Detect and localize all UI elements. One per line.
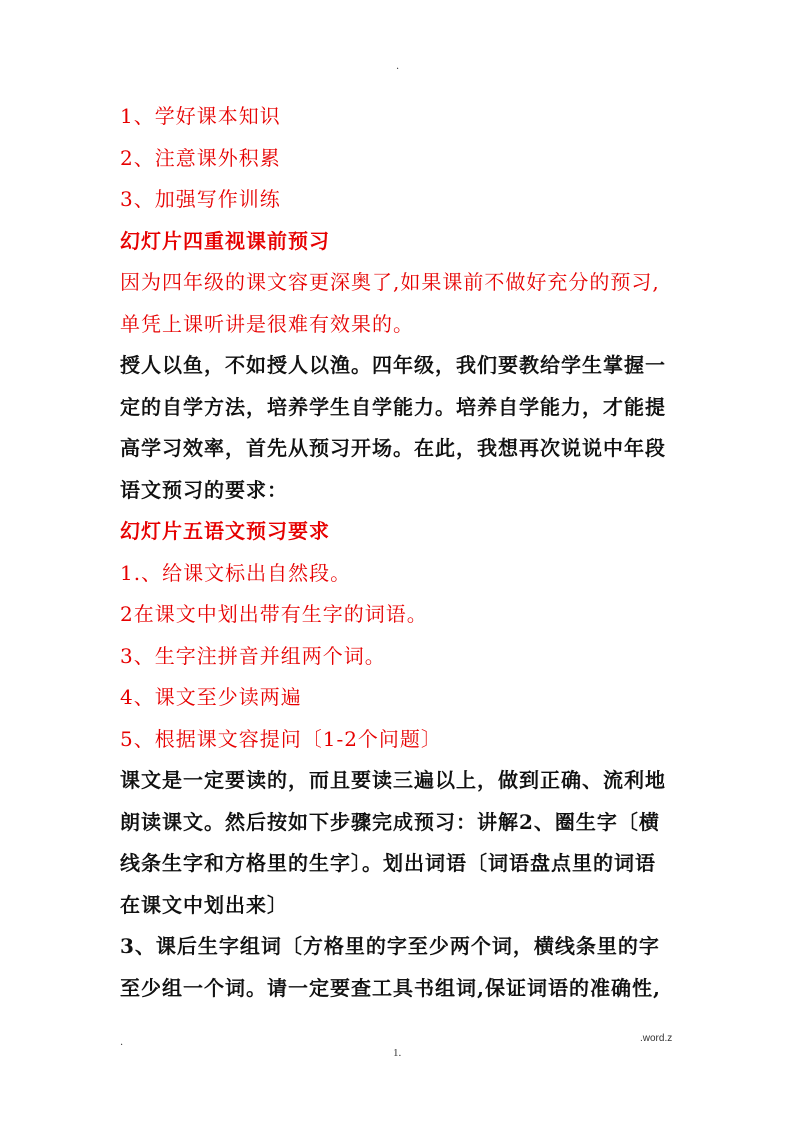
list-item: 3、加强写作训练: [120, 187, 281, 211]
list-item: 4、课文至少读两遍: [120, 685, 302, 709]
footer-right-mark: .word.z: [640, 1033, 673, 1044]
section-heading-slide-5: 幻灯片五语文预习要求: [120, 519, 330, 543]
paragraph-reading-steps: [120, 760, 676, 926]
paragraph-line: 朗读课文。然后按如下步骤完成预习：讲解2、圈生字〔横: [120, 809, 660, 834]
paragraph-line: 高学习效率，首先从预习开场。在此，我想再次说说中年段: [120, 436, 666, 460]
paragraph-self-study: [120, 345, 676, 511]
paragraph-line: 因为四年级的课文容更深奥了,如果课前不做好充分的预习,: [120, 270, 660, 294]
list-item: 5、根据课文容提问〔1-2个问题〕: [120, 726, 442, 751]
paragraph-line: 线条生字和方格里的生字〕。划出词语〔词语盘点里的词语: [120, 851, 656, 875]
footer-left-mark: .: [120, 1037, 124, 1048]
paragraph-line: 授人以鱼，不如授人以渔。四年级，我们要教给学生掌握一: [120, 353, 666, 377]
paragraph-line: 语文预习的要求：: [120, 477, 288, 502]
document-body: [120, 96, 676, 1009]
list-item: 1、学好课本知识: [120, 104, 281, 128]
paragraph-line: 3、课后生字组词〔方格里的字至少两个词，横线条里的字: [120, 934, 660, 958]
list-item: 2在课文中划出带有生字的词语。: [120, 602, 428, 626]
paragraph-preview-reason: [120, 262, 676, 345]
page-number: 1.: [393, 1047, 402, 1059]
paragraph-line: 定的自学方法，培养学生自学能力。培养自学能力，才能提: [120, 394, 666, 419]
list-item: 2、注意课外积累: [120, 145, 281, 170]
paragraph-line: 至少组一个词。请一定要查工具书组词,保证词语的准确性,: [120, 975, 661, 1000]
header-mark: .: [396, 61, 400, 72]
paragraph-line: 课文是一定要读的，而且要读三遍以上，做到正确、流利地: [120, 768, 666, 792]
section-heading-slide-4: 幻灯片四重视课前预习: [120, 228, 330, 253]
paragraph-line: 单凭上课听讲是很难有效果的。: [120, 311, 414, 336]
list-item: 3、生字注拼音并组两个词。: [120, 643, 386, 668]
list-item: 1.、给课文标出自然段。: [120, 560, 352, 585]
paragraph-word-building: [120, 926, 676, 1009]
paragraph-line: 在课文中划出来〕: [120, 892, 288, 917]
